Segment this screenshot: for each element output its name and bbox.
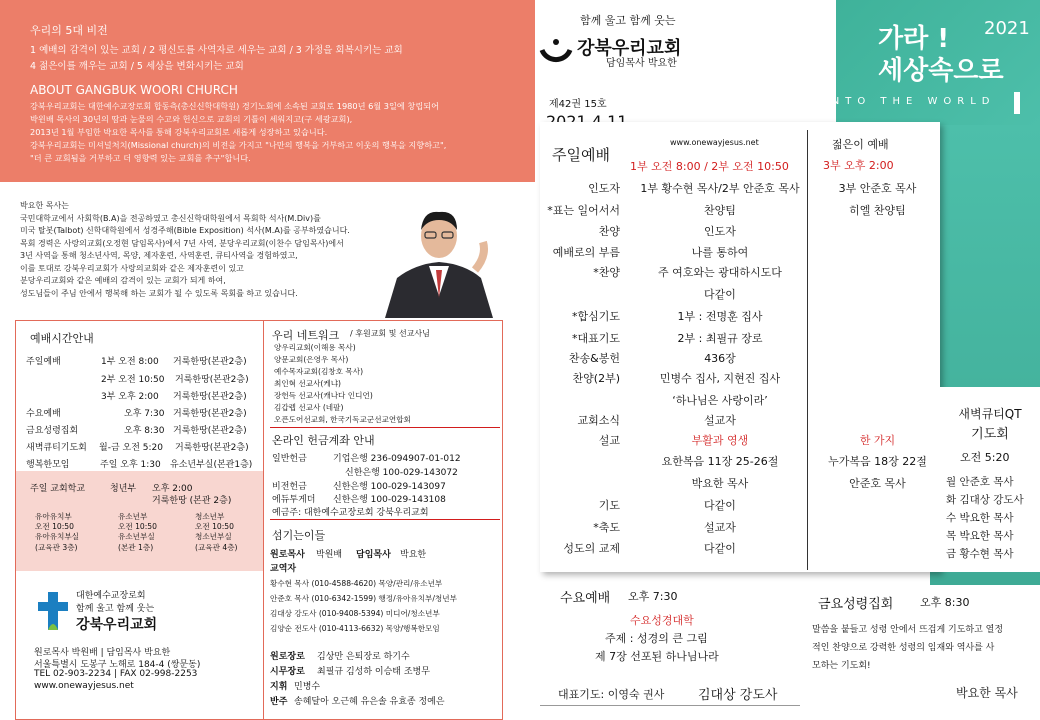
about-line: 강북우리교회는 미셔널처치(Missional church)의 비전을 가지고 "나만의 행복을 거부하고 이웃의 행복을 지향하고",: [30, 140, 447, 150]
divider: [270, 427, 500, 428]
worship-name: 주일예배: [26, 357, 61, 367]
order-main: 다같이: [704, 542, 736, 555]
order-main: 설교자: [704, 414, 736, 427]
pastor-photo: [375, 200, 503, 318]
worship-place: 거룩한땅(본관2층): [173, 426, 247, 436]
info-tel: TEL 02-903-2234 | FAX 02-998-2253: [34, 669, 198, 679]
dept-time: 오전 10:50: [118, 522, 157, 531]
worship-time: 오후 7:30: [124, 409, 165, 419]
worship-place: 거룩한땅(본관2층): [175, 375, 249, 385]
church-logo-icon: [536, 36, 576, 86]
order-label: 찬송&봉헌: [568, 352, 620, 365]
order-label: 성도의 교제: [563, 542, 620, 555]
worship-place: 거룩한땅(본관2층): [175, 443, 249, 453]
order-label: 기도: [598, 499, 620, 512]
dept-name: 유소년부: [118, 512, 148, 521]
info-web[interactable]: www.onewayjesus.net: [34, 681, 134, 691]
vision-title: 우리의 5대 비전: [30, 24, 108, 37]
info-name: 강북우리교회: [76, 617, 158, 633]
worship-place: 거룩한땅(본관2층): [173, 357, 247, 367]
order-label: 설교: [598, 434, 620, 447]
servants-label: 반주: [270, 697, 288, 707]
dept-loc: (교육관 3층): [35, 543, 78, 552]
church-cross-icon: [36, 590, 70, 632]
order-main: 2부 : 최필규 장로: [677, 332, 763, 345]
about-line: 2013년 1월 부임한 박요한 목사를 통해 강북우리교회로 새롭게 성장하고 있습니다.: [30, 127, 328, 137]
info-address: 서울특별시 도봉구 노해로 184-4 (쌍문동): [34, 660, 201, 670]
order-label: 예배로의 부름: [552, 246, 620, 259]
order-main: 인도자: [704, 225, 736, 238]
offering-kind: 비전헌금: [272, 482, 307, 492]
worship-time: 1부 오전 8:00: [101, 357, 159, 367]
fri-title: 금요성령집회: [818, 597, 894, 612]
order-youth: 히엘 찬양팀: [849, 204, 906, 217]
church-tagline: 함께 울고 함께 웃는: [580, 14, 676, 27]
network-item: 최인혁 선교사(케냐): [274, 379, 342, 388]
youth-title: 젊은이 예배: [832, 138, 889, 151]
servants-label: 담임목사: [356, 550, 391, 560]
wed-time: 오후 7:30: [628, 590, 678, 603]
order-main: 찬양팀: [704, 204, 736, 217]
order-main: 부활과 영생: [691, 434, 749, 447]
servants-title: 섬기는이들: [272, 529, 326, 542]
worship-time: 오후 8:30: [124, 426, 165, 436]
wed-speaker: 김대상 강도사: [698, 688, 778, 703]
banner-bar: [1014, 92, 1020, 114]
order-youth: 3부 안준호 목사: [838, 182, 917, 195]
staff-line: 김양순 전도사 (010-4113-6632) 목양/행복한모임: [270, 624, 440, 633]
wed-sub: 수요성경대학: [630, 614, 694, 627]
order-main: 주 여호와는 광대하시도다: [658, 266, 782, 279]
order-main: 다같이: [704, 499, 736, 512]
banner-line-1: 가라 !: [878, 24, 950, 54]
dept-time: 오전 10:50: [35, 522, 74, 531]
bio-line: 성도님들이 주님 안에서 행복해 하는 교회가 될 수 있도록 목회를 하고 있습니다.: [20, 288, 298, 298]
order-main: 박요한 목사: [691, 477, 749, 490]
offering-kind: 에듀투게더: [272, 495, 316, 505]
vision-line-1: 1 예배의 감격이 있는 교회 / 2 평신도를 사역자로 세우는 교회 / 3 가정을 회복시키는 교회: [30, 45, 403, 56]
network-item: 장헌득 선교사(캐나다 인디언): [274, 391, 373, 400]
bio-line: 국민대학교에서 사회학(B.A)을 전공하였고 총신신학대학원에서 목회학 석사(M.Div)를: [20, 213, 321, 223]
servants-name: 박원배: [316, 550, 343, 560]
bio-line: 3년 사역을 통해 청소년사역, 목양, 제자훈련, 사역훈련, 큐티사역을 경험하였고,: [20, 251, 298, 260]
order-main: 다같이: [704, 288, 736, 301]
dept-time: 오전 10:50: [195, 522, 234, 531]
servants-label: 지휘: [270, 682, 288, 692]
about-line: 강북우리교회는 대한예수교장로회 합동측(총신신학대학원) 경기노회에 소속된 교회로 1980년 6월 3일에 창립되어: [30, 101, 440, 111]
fri-speaker: 박요한 목사: [956, 686, 1018, 700]
servants-label: 원로목사: [270, 550, 305, 560]
order-label: *찬양: [593, 266, 620, 279]
dept-loc: (교육관 4층): [195, 543, 238, 552]
servants-name: 박요한: [400, 550, 427, 560]
qt-time: 오전 5:20: [960, 451, 1010, 464]
order-label: 찬양: [598, 225, 620, 238]
info-pastors: 원로목사 박원배 | 담임목사 박요한: [34, 648, 171, 658]
order-main: ‘하나님은 사랑이라’: [672, 394, 768, 407]
network-item: 오픈도어선교회, 한국기독교군선교연합회: [274, 415, 411, 424]
order-main: 요한복음 11장 25-26절: [661, 455, 779, 468]
order-youth: 누가복음 18장 22절: [828, 455, 927, 468]
worship-name: 행복한모임: [26, 460, 70, 470]
fri-desc: 모하는 기도회!: [812, 661, 871, 671]
sunday-main-time: 1부 오전 8:00 / 2부 오전 10:50: [630, 160, 789, 173]
about-title: ABOUT GANGBUK WOORI CHURCH: [30, 83, 238, 97]
qt-row: 목 박요한 목사: [946, 530, 1014, 542]
school-dept: 청년부: [110, 484, 137, 494]
offering-account: 신한은행 100-029-143108: [333, 495, 446, 505]
qt-row: 금 황수현 목사: [946, 548, 1014, 560]
network-title: 우리 네트워크: [272, 329, 340, 342]
pastor-bio: [20, 200, 380, 300]
dept-loc: (본관 1층): [118, 543, 154, 552]
bio-line: 목회 경력은 사랑의교회(오정현 담임목사)에서 7년 사역, 분당우리교회(이찬수 담임목사)에서: [20, 238, 344, 248]
servants-name: 송혜달아 오근혜 유은솔 유효종 정예은: [294, 697, 445, 707]
school-title: 주일 교회학교: [30, 484, 86, 494]
fri-desc: 적인 찬양으로 강력한 성령의 임재와 역사를 사: [812, 643, 995, 653]
dept-room: 청소년부실: [195, 532, 232, 541]
about-line: "더 큰 교회됨을 거부하고 더 영향력 있는 교회를 추구"합니다.: [30, 153, 251, 163]
banner-subtitle: GO! INTO THE WORLD: [776, 96, 996, 107]
dept-room: 유소년부실: [118, 532, 155, 541]
divider: [270, 519, 500, 520]
order-main: 민병수 집사, 지현진 집사: [659, 372, 781, 385]
offering-holder: 예금주: 대한예수교장로회 강북우리교회: [272, 508, 429, 518]
order-label: 인도자: [588, 182, 620, 195]
bio-line: 미국 탈봇(Talbot) 신학대학원에서 성경주해(Bible Exposition) 석사(M.A)를 공부하였습니다.: [20, 226, 350, 235]
order-label: *축도: [593, 521, 620, 534]
network-item: 김갑렙 선교사 (네팔): [274, 403, 344, 412]
servants-name: 민병수: [294, 682, 321, 692]
worship-name: 새벽큐티기도회: [26, 443, 87, 453]
school-place: 거룩한땅 (본관 2층): [152, 496, 232, 506]
network-item: 예수목자교회(김창호 목사): [274, 367, 364, 376]
order-main: 436장: [704, 352, 736, 365]
vision-line-2: 4 젊은이를 깨우는 교회 / 5 세상을 변화시키는 교회: [30, 61, 244, 72]
network-item: 양우리교회(이해용 목사): [274, 343, 356, 352]
dept-room: 유아유치부실: [35, 532, 80, 541]
staff-line: 안준호 목사 (010-6342-1599) 행정/유아유치부/청년부: [270, 594, 457, 603]
worship-order-card: [540, 122, 940, 572]
wed-topic-2: 제 7장 선포된 하나님나라: [595, 650, 719, 663]
order-youth: 안준호 목사: [849, 477, 906, 490]
youth-time: 3부 오후 2:00: [823, 159, 894, 172]
dept-name: 청소년부: [195, 512, 225, 521]
info-denom: 대한예수교장로회: [76, 591, 146, 601]
school-time: 오후 2:00: [152, 484, 193, 494]
offering-account: 신한은행 100-029-143097: [333, 482, 446, 492]
worship-name: 수요예배: [26, 409, 61, 419]
worship-name: 금요성령집회: [26, 426, 79, 436]
wed-title: 수요예배: [560, 591, 611, 606]
qt-row: 수 박요한 목사: [946, 512, 1014, 524]
wed-prayer: 대표기도: 이영숙 권사: [558, 688, 665, 701]
bio-line: 분당우리교회와 같은 예배의 감격이 있는 교회가 되게 하여,: [20, 276, 226, 285]
worship-time: 3부 오후 2:00: [101, 392, 159, 402]
fri-desc: 말씀을 붙들고 성령 안에서 뜨겁게 기도하고 열정: [812, 625, 1004, 635]
servants-name: 최필규 김성하 이승태 조병무: [317, 667, 430, 677]
fri-time: 오후 8:30: [920, 596, 970, 609]
qt-card: [940, 387, 1040, 572]
offering-kind: 일반헌금: [272, 454, 307, 464]
offering-title: 온라인 헌금계좌 안내: [272, 434, 375, 447]
order-main: 1부 : 전명훈 집사: [677, 310, 763, 323]
servants-label: 원로장로: [270, 652, 305, 662]
network-item: 양문교회(은영우 목사): [274, 355, 349, 364]
order-label: 찬양(2부): [572, 372, 620, 385]
order-main: 1부 황수현 목사/2부 안준호 목사: [640, 182, 800, 195]
box-divider: [263, 321, 264, 719]
dept-name: 유아유치부: [35, 512, 72, 521]
qt-row: 월 안준호 목사: [946, 476, 1014, 488]
sunday-title: 주일예배: [552, 146, 610, 164]
wed-topic-1: 주제 : 성경의 큰 그림: [605, 632, 708, 645]
qt-row: 화 김대상 강도사: [946, 494, 1024, 506]
worship-time: 주일 오후 1:30: [100, 460, 161, 470]
order-label: *대표기도: [571, 332, 620, 345]
about-body: [30, 100, 530, 165]
servants-name: 김상만 은퇴장로 하기수: [317, 652, 410, 662]
qt-title-2: 기도회: [971, 427, 1009, 442]
order-main: 설교자: [704, 521, 736, 534]
order-youth: 한 가지: [859, 434, 896, 447]
pastor-line: 담임목사 박요한: [606, 58, 677, 69]
worship-place: 거룩한땅(본관2층): [173, 392, 247, 402]
church-name: 강북우리교회: [577, 38, 682, 59]
banner-line-2: 세상속으로: [878, 56, 1004, 86]
order-main: 나를 통하여: [691, 246, 749, 259]
servants-label: 시무장로: [270, 667, 305, 677]
network-sub: / 후원교회 및 선교사님: [350, 329, 430, 338]
offering-account: 기업은행 236-094907-01-012: [333, 454, 461, 464]
staff-line: 김대상 강도사 (010-9408-5394) 미디어/청소년부: [270, 609, 440, 618]
worship-time: 월-금 오전 5:20: [99, 443, 163, 453]
info-tag: 함께 울고 함께 웃는: [76, 604, 155, 614]
banner-year: 2021: [984, 18, 1030, 39]
qt-title-1: 새벽큐티QT: [958, 407, 1022, 421]
staff-line: 황수현 목사 (010-4588-4620) 목양/관리/유소년부: [270, 579, 443, 588]
order-label: *합심기도: [571, 310, 620, 323]
worship-time: 2부 오전 10:50: [101, 375, 165, 385]
bio-line: 박요한 목사는: [20, 201, 69, 210]
worship-title: 예배시간안내: [30, 332, 94, 345]
order-label: *표는 일어서서: [547, 204, 620, 217]
worship-place: 거룩한땅(본관2층): [173, 409, 247, 419]
bio-line: 이를 토대로 강북우리교회가 사랑의교회와 같은 제자훈련이 있고: [20, 263, 244, 273]
issue-number: 제42권 15호: [549, 99, 607, 110]
sunday-web[interactable]: www.onewayjesus.net: [670, 138, 759, 147]
about-line: 박윈배 목사의 30년의 땀과 눈물의 수고와 헌신으로 교회의 기틀이 세워지고(구 세광교회),: [30, 114, 353, 124]
offering-account: 신한은행 100-029-143072: [345, 468, 458, 478]
order-label: 교회소식: [577, 414, 620, 427]
worship-place: 유소년부실(본관1층): [170, 460, 253, 470]
servants-label: 교역자: [270, 564, 297, 574]
